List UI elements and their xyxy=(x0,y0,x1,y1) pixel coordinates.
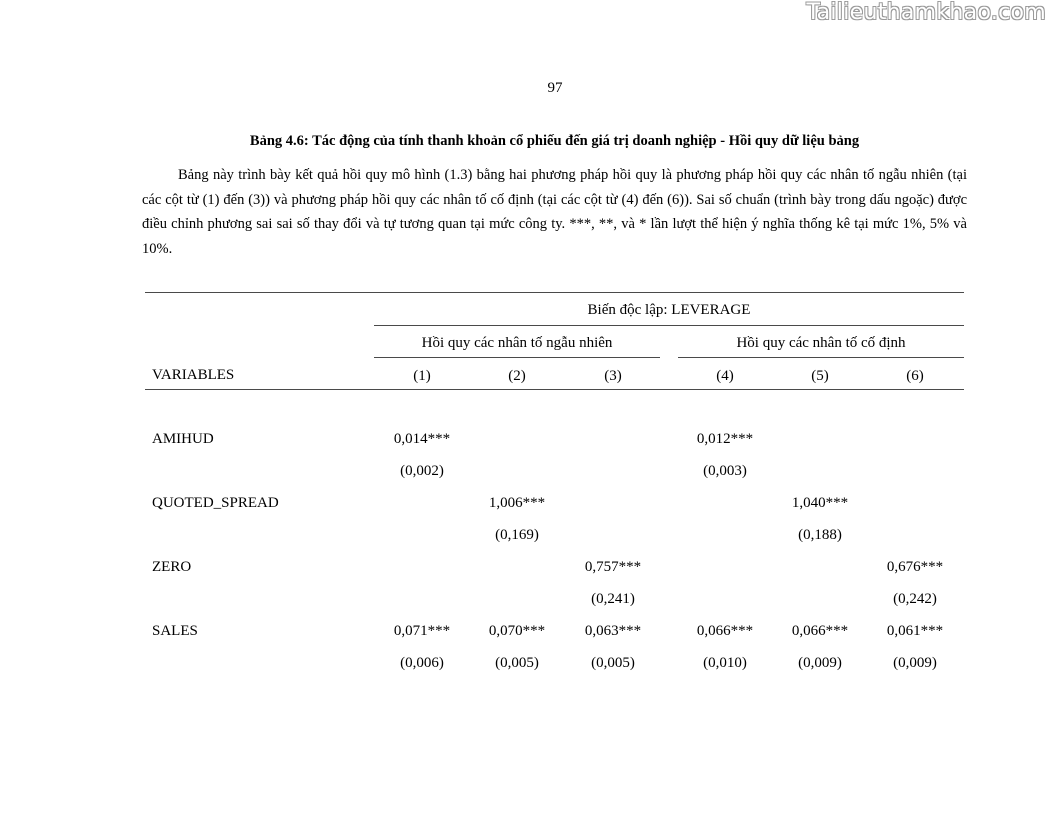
column-header: (2) xyxy=(508,368,526,384)
coefficient-cell: 0,066*** xyxy=(791,623,849,639)
coefficient-cell: 0,014*** xyxy=(393,431,451,447)
coefficient-cell: 0,061*** xyxy=(886,623,944,639)
coefficient-cell: 0,012*** xyxy=(696,431,754,447)
column-header: (5) xyxy=(811,368,829,384)
standard-error-cell: (0,006) xyxy=(400,655,444,671)
standard-error-cell: (0,003) xyxy=(703,463,747,479)
column-header: (6) xyxy=(906,368,924,384)
coefficient-cell: 1,040*** xyxy=(791,495,849,511)
dependent-header-rule xyxy=(374,325,964,326)
row-variable-name: SALES xyxy=(152,623,198,639)
coefficient-cell: 0,757*** xyxy=(584,559,642,575)
group-fixed-rule xyxy=(678,357,964,358)
standard-error-cell: (0,241) xyxy=(591,591,635,607)
row-variable-name: QUOTED_SPREAD xyxy=(152,495,279,511)
coefficient-cell: 0,066*** xyxy=(696,623,754,639)
standard-error-cell: (0,005) xyxy=(495,655,539,671)
column-header: (3) xyxy=(604,368,622,384)
column-header: (1) xyxy=(413,368,431,384)
coefficient-cell: 0,070*** xyxy=(488,623,546,639)
group-header-random: Hồi quy các nhân tố ngẫu nhiên xyxy=(421,335,613,351)
table-top-rule xyxy=(145,292,964,293)
coefficient-cell: 0,063*** xyxy=(584,623,642,639)
dependent-variable-header: Biến độc lập: LEVERAGE xyxy=(587,302,751,318)
column-header: (4) xyxy=(716,368,734,384)
page-number: 97 xyxy=(547,80,563,96)
standard-error-cell: (0,002) xyxy=(400,463,444,479)
standard-error-cell: (0,169) xyxy=(495,527,539,543)
row-variable-name: AMIHUD xyxy=(152,431,214,447)
row-variable-name: ZERO xyxy=(152,559,192,575)
standard-error-cell: (0,009) xyxy=(893,655,937,671)
watermark-text: Tailieuthamkhao.com xyxy=(806,0,1046,25)
standard-error-cell: (0,188) xyxy=(798,527,842,543)
table-description: Bảng này trình bày kết quả hồi quy mô hình (1.3) bằng hai phương pháp hồi quy là phương pháp hồi quy các nhân tố ngẫu nhiên (tại các cột từ (1) đến (3)) và phương pháp hồi quy các nhân tố cố định (tại các cột từ (4) đến (6)). Sai số chuẩn (trình bày trong dấu ngoặc) được điều chỉnh phương sai sai số thay đổi và tự tương quan tại mức công ty. ***, **, và * lần lượt thể hiện ý nghĩa thống kê tại mức 1%, 5% và 10%. xyxy=(142,167,967,257)
coefficient-cell: 0,071*** xyxy=(393,623,451,639)
variables-header: VARIABLES xyxy=(152,367,235,383)
column-header-rule xyxy=(145,389,964,390)
coefficient-cell: 0,676*** xyxy=(886,559,944,575)
coefficient-cell: 1,006*** xyxy=(488,495,546,511)
group-random-rule xyxy=(374,357,660,358)
standard-error-cell: (0,005) xyxy=(591,655,635,671)
table-title: Bảng 4.6: Tác động của tính thanh khoản cổ phiếu đến giá trị doanh nghiệp - Hồi quy dữ liệu bảng xyxy=(249,133,860,149)
group-header-fixed: Hồi quy các nhân tố cố định xyxy=(736,335,906,351)
standard-error-cell: (0,242) xyxy=(893,591,937,607)
standard-error-cell: (0,010) xyxy=(703,655,747,671)
standard-error-cell: (0,009) xyxy=(798,655,842,671)
